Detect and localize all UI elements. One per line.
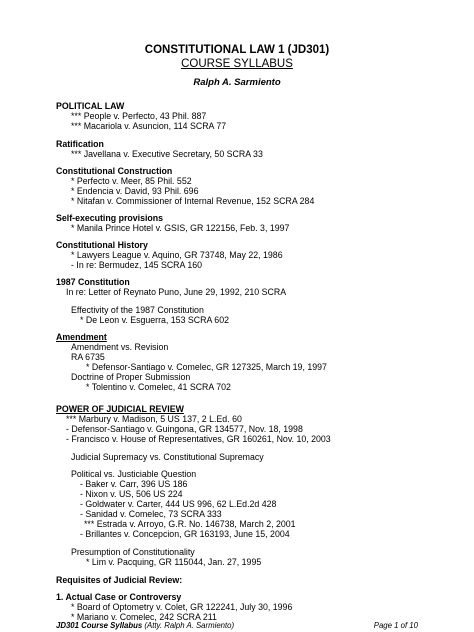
- case-item: - Brillantes v. Concepcion, GR 163193, June 15, 2004: [80, 529, 290, 539]
- section-heading-ratification: Ratification: [56, 139, 104, 149]
- section-heading-political-law: POLITICAL LAW: [56, 101, 125, 111]
- case-item: - In re: Bermudez, 145 SCRA 160: [71, 260, 203, 270]
- subtopic: Judicial Supremacy vs. Constitutional Supremacy: [71, 452, 264, 462]
- case-item: *** Javellana v. Executive Secretary, 50 SCRA 33: [71, 149, 263, 159]
- case-item: - Goldwater v. Carter, 444 US 996, 62 L.Ed.2d 428: [80, 499, 277, 509]
- section-heading-construction: Constitutional Construction: [56, 166, 173, 176]
- section-heading-requisites: Requisites of Judicial Review:: [56, 575, 183, 585]
- section-heading-self-executing: Self-executing provisions: [56, 213, 164, 223]
- subsection-heading-actual-case: 1. Actual Case or Controversy: [56, 592, 182, 602]
- case-item: * Manila Prince Hotel v. GSIS, GR 122156, Feb. 3, 1997: [71, 223, 290, 233]
- case-item: - Nixon v. US, 506 US 224: [80, 489, 183, 499]
- subtopic: Political vs. Justiciable Question: [71, 469, 197, 479]
- case-item: * Board of Optometry v. Colet, GR 122241, July 30, 1996: [71, 602, 293, 612]
- section-heading-amendment: Amendment: [56, 332, 107, 342]
- case-item: * Perfecto v. Meer, 85 Phil. 552: [71, 176, 192, 186]
- subtopic: Effectivity of the 1987 Constitution: [71, 305, 204, 315]
- subtopic: RA 6735: [71, 352, 105, 362]
- case-item: * De Leon v. Esguerra, 153 SCRA 602: [80, 315, 229, 325]
- case-item: - Baker v. Carr, 396 US 186: [80, 479, 188, 489]
- footer-author: (Atty. Ralph A. Sarmiento): [142, 621, 235, 630]
- case-item: *** Marbury v. Madison, 5 US 137, 2 L.Ed. 60: [66, 414, 242, 424]
- footer-course-title: JD301 Course Syllabus: [56, 621, 143, 630]
- case-item: In re: Letter of Reynato Puno, June 29, 1992, 210 SCRA: [66, 287, 287, 297]
- case-item: * Mariano v. Comelec, 242 SCRA 211: [71, 612, 217, 622]
- case-item: * Nitafan v. Commissioner of Internal Revenue, 152 SCRA 284: [71, 196, 315, 206]
- author-name: Ralph A. Sarmiento: [193, 77, 281, 88]
- case-item: * Defensor-Santiago v. Comelec, GR 127325, March 19, 1997: [86, 362, 327, 372]
- case-item: * Endencia v. David, 93 Phil. 696: [71, 186, 199, 196]
- subtopic: Amendment vs. Revision: [71, 342, 169, 352]
- footer-course: [56, 621, 234, 630]
- subtopic: Doctrine of Proper Submission: [71, 372, 191, 382]
- case-item: - Defensor-Santiago v. Guingona, GR 134577, Nov. 18, 1998: [66, 424, 303, 434]
- case-item: *** Macariola v. Asuncion, 114 SCRA 77: [71, 121, 227, 131]
- footer-page-number: Page 1 of 10: [373, 621, 418, 630]
- section-heading-judicial-review: POWER OF JUDICIAL REVIEW: [56, 404, 184, 414]
- case-item: * Lim v. Pacquing, GR 115044, Jan. 27, 1995: [86, 557, 262, 567]
- section-heading-history: Constitutional History: [56, 240, 148, 250]
- case-item: *** Estrada v. Arroyo, G.R. No. 146738, March 2, 2001: [84, 519, 296, 529]
- document-subtitle: COURSE SYLLABUS: [181, 58, 293, 70]
- subtopic: Presumption of Constitutionality: [71, 547, 195, 557]
- case-item: - Francisco v. House of Representatives, GR 160261, Nov. 10, 2003: [66, 434, 331, 444]
- section-heading-1987-constitution: 1987 Constitution: [56, 277, 130, 287]
- document-title: CONSTITUTIONAL LAW 1 (JD301): [144, 44, 330, 56]
- case-item: *** People v. Perfecto, 43 Phil. 887: [71, 111, 207, 121]
- case-item: * Tolentino v. Comelec, 41 SCRA 702: [86, 382, 231, 392]
- case-item: * Lawyers League v. Aquino, GR 73748, May 22, 1986: [71, 250, 283, 260]
- case-item: - Sanidad v. Comelec, 73 SCRA 333: [80, 509, 222, 519]
